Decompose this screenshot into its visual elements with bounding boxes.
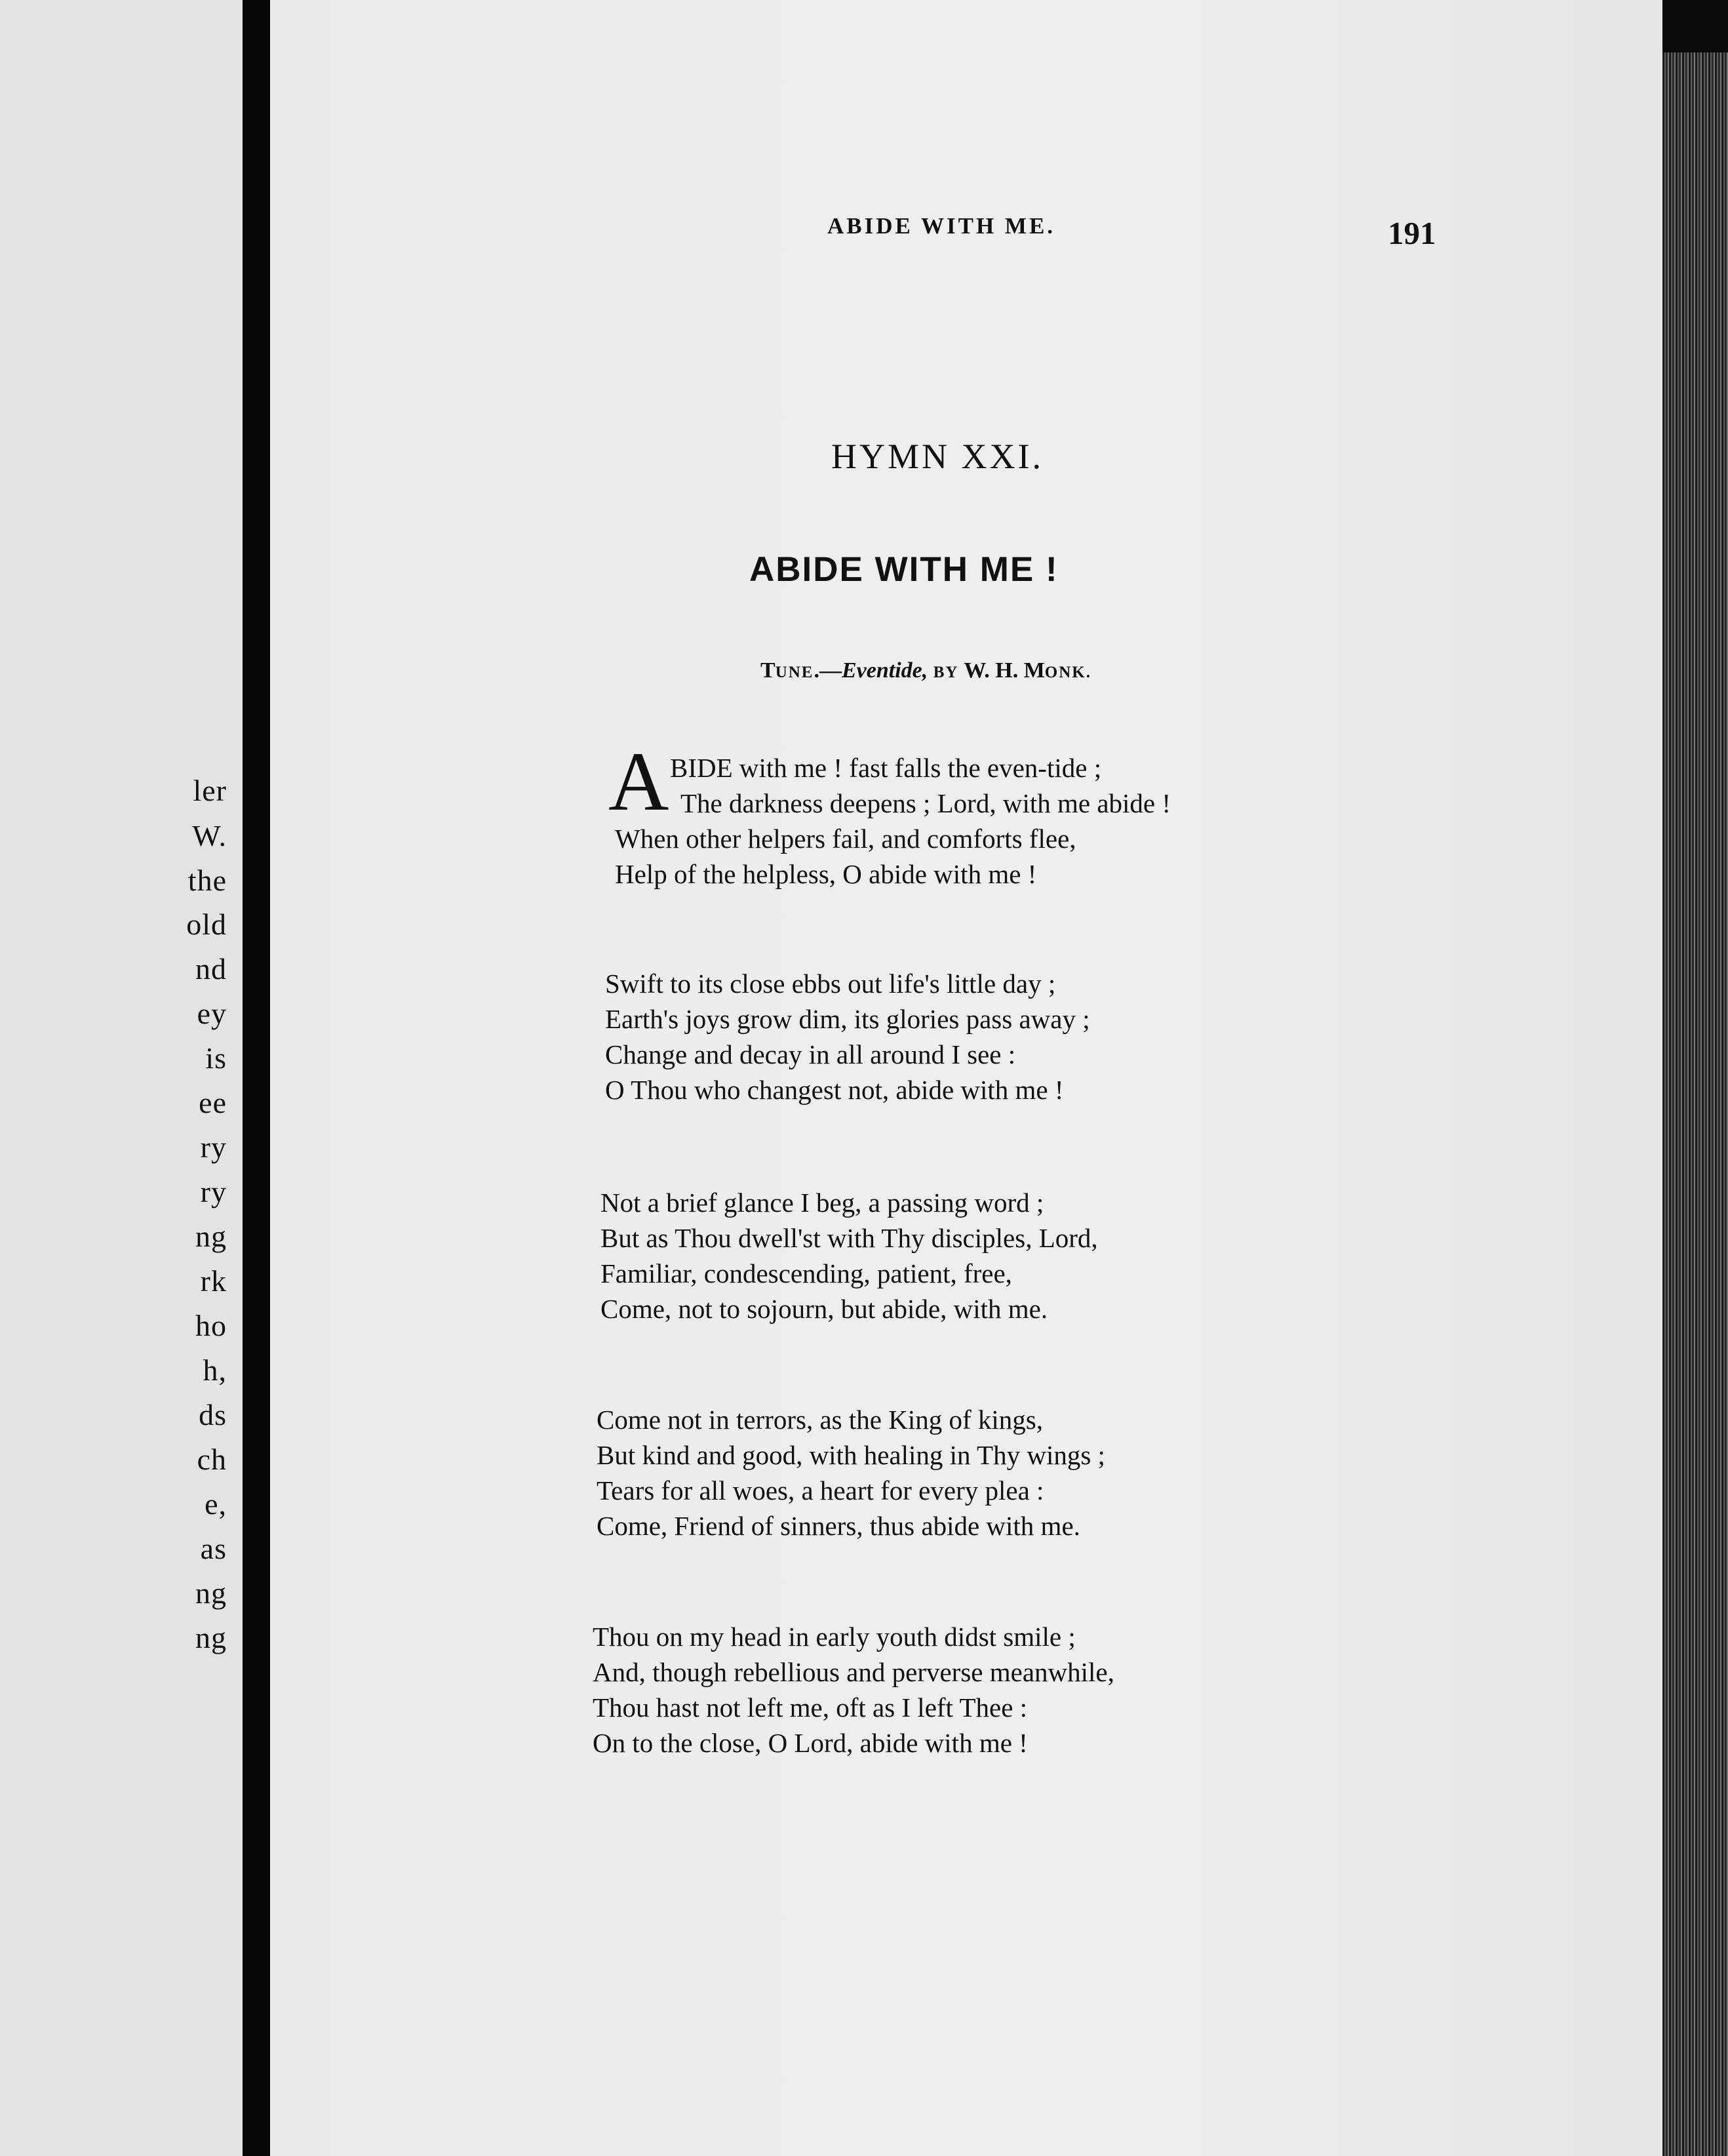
stanza-1: [615, 786, 1336, 892]
facing-page-text: ho: [195, 1309, 227, 1342]
facing-page-text: the: [187, 864, 227, 897]
stanza-3-line-1: Not a brief glance I beg, a passing word ;: [600, 1188, 1044, 1218]
stanza-5-line-2: And, though rebellious and perverse meanwhile,: [593, 1657, 1114, 1687]
facing-page-text: ch: [197, 1443, 227, 1476]
tune-name: Eventide,: [841, 658, 928, 683]
stanza-5-line-3: Thou hast not left me, oft as I left Thee :: [593, 1692, 1028, 1723]
facing-page-text: rk: [200, 1264, 227, 1298]
facing-page-text: ds: [199, 1398, 227, 1431]
composer-rest: ONK.: [1044, 664, 1091, 681]
facing-page-fragment: [0, 0, 243, 2156]
stanza-1-line-1: BIDE with me ! fast falls the even-tide ;: [670, 753, 1102, 783]
page-edge-shadow: [1662, 0, 1728, 52]
facing-page-text: ey: [197, 997, 227, 1030]
stanza-2: [605, 966, 1326, 1108]
facing-page-text: ng: [195, 1576, 227, 1610]
tune-prefix-initial: T: [760, 658, 776, 683]
facing-page-text: nd: [195, 952, 227, 986]
running-head: ABIDE WITH ME.: [827, 213, 1056, 239]
stanza-4-line-3: Tears for all woes, a heart for every plea :: [597, 1475, 1044, 1506]
stanza-4: [597, 1402, 1318, 1544]
facing-page-text: ry: [200, 1175, 227, 1208]
stanza-2-line-2: Earth's joys grow dim, its glories pass away ;: [605, 1004, 1090, 1034]
stanza-4-line-1: Come not in terrors, as the King of kings,: [597, 1405, 1043, 1435]
facing-page-text: as: [200, 1532, 227, 1565]
composer-initial: M: [1023, 658, 1045, 683]
stanza-2-line-4: O Thou who changest not, abide with me !: [605, 1075, 1064, 1105]
facing-page-text: is: [205, 1041, 227, 1075]
facing-page-text: h,: [203, 1353, 227, 1387]
facing-page-text: old: [186, 908, 227, 941]
tune-dash: .—: [814, 658, 842, 683]
facing-page-text: ee: [199, 1086, 227, 1119]
stanza-2-line-3: Change and decay in all around I see :: [605, 1039, 1016, 1069]
stanza-1-line-4: Help of the helpless, O abide with me !: [615, 859, 1037, 889]
facing-page-text: ry: [200, 1130, 227, 1164]
stanza-3: [600, 1185, 1322, 1327]
composer-initials: W. H.: [964, 658, 1019, 683]
tune-prefix-rest: UNE: [775, 664, 814, 681]
facing-page-text: W.: [192, 819, 227, 852]
stanza-4-line-4: Come, Friend of sinners, thus abide with me.: [597, 1511, 1080, 1541]
drop-cap: A: [608, 735, 669, 828]
book-gutter: [243, 0, 270, 2156]
stanza-2-line-1: Swift to its close ebbs out life's little day ;: [605, 968, 1056, 999]
tune-by: BY: [933, 664, 959, 681]
stanza-3-line-3: Familiar, condescending, patient, free,: [600, 1258, 1012, 1288]
tune-attribution: [760, 658, 1091, 683]
stanza-5-line-1: Thou on my head in early youth didst smile ;: [593, 1622, 1076, 1652]
stanza-5: [593, 1619, 1314, 1761]
facing-page-text: e,: [205, 1487, 227, 1521]
facing-page-text: ler: [193, 774, 227, 807]
facing-page-text: ng: [195, 1220, 227, 1253]
facing-page-text: ng: [195, 1621, 227, 1654]
stanza-3-line-2: But as Thou dwell'st with Thy disciples, Lord,: [600, 1223, 1098, 1253]
hymn-title: ABIDE WITH ME !: [749, 550, 1059, 589]
stanza-3-line-4: Come, not to sojourn, but abide, with me.: [600, 1294, 1048, 1324]
page-number: 191: [1388, 215, 1436, 251]
page-edge-stack: [1662, 0, 1728, 2156]
stanza-1-line-3: When other helpers fail, and comforts flee,: [615, 824, 1076, 854]
stanza-1-line-2: The darkness deepens ; Lord, with me abide !: [680, 788, 1171, 818]
hymn-number: HYMN XXI.: [831, 437, 1044, 476]
stanza-4-line-2: But kind and good, with healing in Thy wings ;: [597, 1440, 1105, 1470]
stanza-5-line-4: On to the close, O Lord, abide with me !: [593, 1728, 1028, 1758]
